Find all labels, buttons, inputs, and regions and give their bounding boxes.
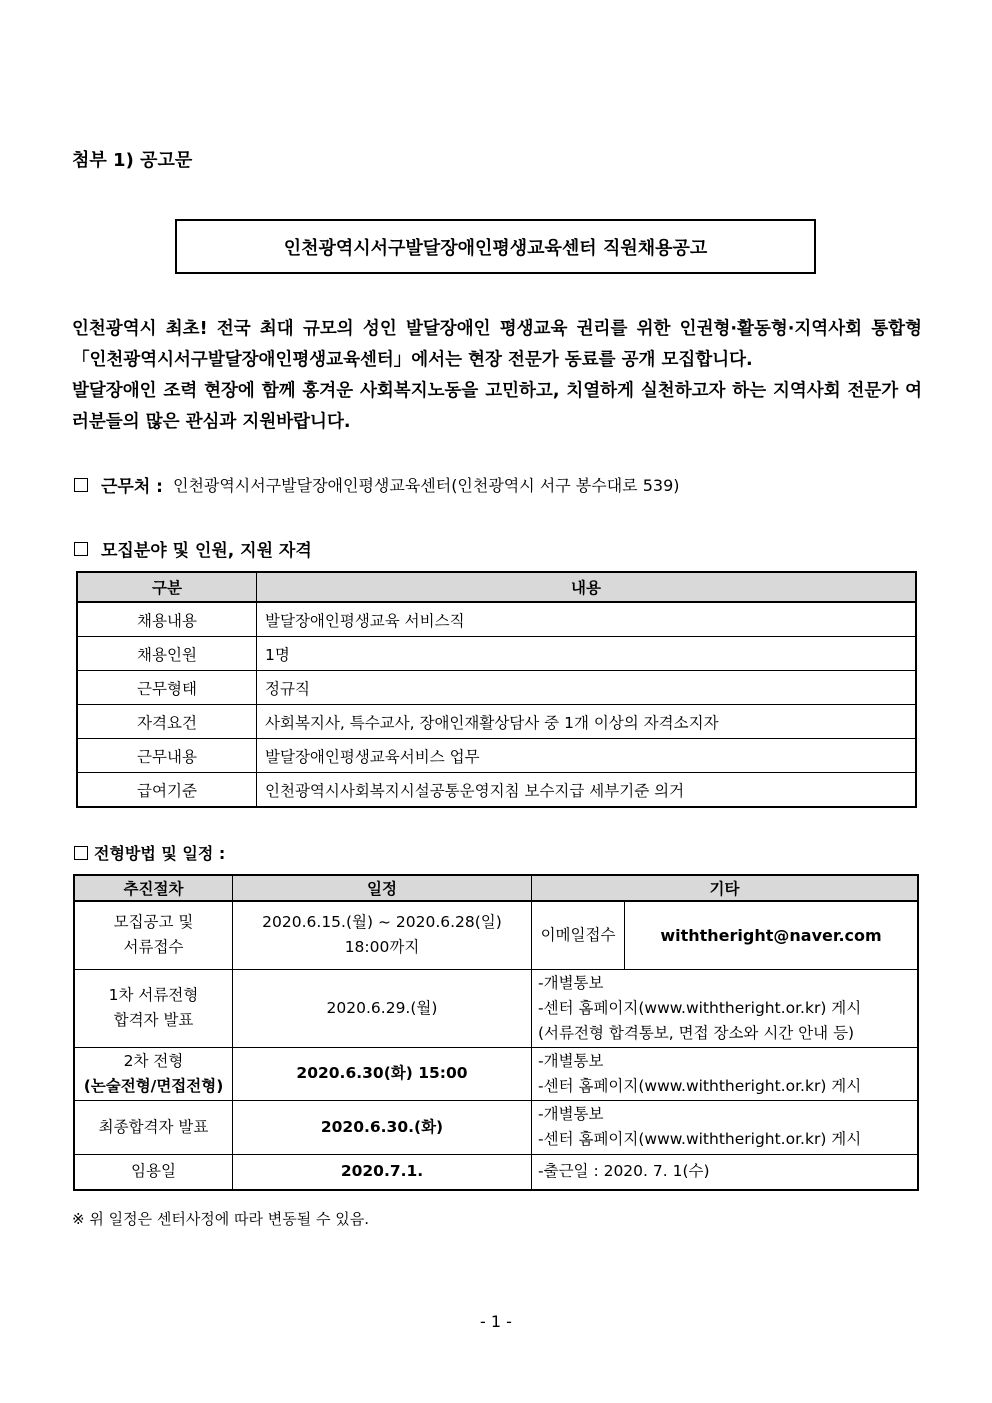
date-cell: 2020.6.29.(월) [233, 969, 532, 1047]
note-line: -개별통보 [538, 973, 604, 992]
checkbox-square-icon [74, 478, 88, 492]
row-label: 채용인원 [77, 637, 257, 671]
note-cell [532, 1047, 919, 1100]
table-header-row [74, 875, 918, 901]
row-value: 인천광역시사회복지시설공통운영지침 보수지급 세부기준 의거 [257, 773, 917, 808]
step-line: 서류접수 [123, 938, 184, 957]
note-line: -센터 홈페이지(www.withtheright.or.kr) 게시 [538, 1076, 862, 1095]
intro-paragraph-2: 발달장애인 조력 현장에 함께 홍겨운 사회복지노동을 고민하고, 치열하게 실천하고자 하는 지역사회 전문가 여러분들의 많은 관심과 지원바랍니다. [72, 381, 922, 432]
table-row [74, 1047, 918, 1100]
table-row [77, 739, 916, 773]
note-line: -개별통보 [538, 1051, 604, 1070]
page-number: - 1 - [480, 1312, 512, 1331]
step-line: 2차 전형 [123, 1051, 184, 1070]
method-cell: 이메일접수 [532, 901, 625, 969]
table-row [74, 1100, 918, 1154]
step-cell [74, 901, 233, 969]
checkbox-square-icon [74, 542, 88, 556]
table-row [77, 773, 916, 808]
table-row [74, 901, 918, 969]
table-row [77, 671, 916, 705]
intro-text [72, 314, 922, 438]
note-line: (서류전형 합격통보, 면접 장소와 시간 안내 등) [538, 1023, 855, 1042]
step-line: 1차 서류전형 [108, 986, 199, 1004]
table-row [77, 637, 916, 671]
table-header-row [77, 572, 916, 602]
schedule-table [73, 874, 919, 1191]
schedule-heading-text: 전형방법 및 일정 : [94, 844, 226, 863]
step-cell: 최종합격자 발표 [74, 1100, 233, 1154]
date-cell: 2020.7.1. [233, 1154, 532, 1190]
row-value: 사회복지사, 특수교사, 장애인재활상담사 중 1개 이상의 자격소지자 [257, 705, 917, 739]
row-value: 정규직 [257, 671, 917, 705]
note-line: -개별통보 [538, 1105, 604, 1123]
note-cell [532, 969, 919, 1047]
workplace-label: 근무처 : [101, 477, 163, 497]
recruit-heading [74, 536, 312, 561]
row-value: 1명 [257, 637, 917, 671]
table-row [77, 705, 916, 739]
note-line: -센터 홈페이지(www.withtheright.or.kr) 게시 [538, 1130, 862, 1148]
date-cell: 2020.6.30(화) 15:00 [233, 1047, 532, 1100]
checkbox-square-icon [74, 846, 88, 860]
recruit-heading-text: 모집분야 및 인원, 지원 자격 [101, 541, 312, 561]
step-line: 합격자 발표 [113, 1011, 194, 1029]
step-cell: 임용일 [74, 1154, 233, 1190]
email-link[interactable]: withtheright@naver.com [625, 901, 919, 969]
header-content: 내용 [257, 572, 917, 602]
row-label: 자격요건 [77, 705, 257, 739]
recruit-table [76, 571, 917, 808]
row-value: 발달장애인평생교육 서비스직 [257, 602, 917, 637]
workplace-value: 인천광역시서구발달장애인평생교육센터(인천광역시 서구 봉수대로 539) [172, 476, 680, 495]
date-cell [233, 901, 532, 969]
attachment-label: 첨부 1) 공고문 [72, 150, 193, 171]
date-line: 2020.6.15.(월) ~ 2020.6.28(일) [262, 913, 502, 932]
table-row [74, 969, 918, 1047]
date-cell: 2020.6.30.(화) [233, 1100, 532, 1154]
schedule-note: ※ 위 일정은 센터사정에 따라 변동될 수 있음. [72, 1210, 370, 1228]
note-line: -센터 홈페이지(www.withtheright.or.kr) 게시 [538, 998, 862, 1017]
step-cell [74, 969, 233, 1047]
row-label: 근무형태 [77, 671, 257, 705]
workplace-section [74, 472, 680, 497]
document-title: 인천광역시서구발달장애인평생교육센터 직원채용공고 [175, 219, 816, 274]
note-cell [532, 1100, 919, 1154]
header-step: 추진절차 [74, 875, 233, 901]
header-etc: 기타 [532, 875, 919, 901]
header-date: 일정 [233, 875, 532, 901]
header-category: 구분 [77, 572, 257, 602]
row-label: 채용내용 [77, 602, 257, 637]
row-label: 근무내용 [77, 739, 257, 773]
date-line: 18:00까지 [344, 938, 420, 957]
table-row [74, 1154, 918, 1190]
schedule-heading [74, 841, 225, 864]
note-cell: -출근일 : 2020. 7. 1(수) [532, 1154, 919, 1190]
row-label: 급여기준 [77, 773, 257, 808]
step-cell [74, 1047, 233, 1100]
row-value: 발달장애인평생교육서비스 업무 [257, 739, 917, 773]
step-line: 모집공고 및 [113, 913, 194, 932]
step-line: (논술전형/면접전형) [83, 1076, 224, 1095]
intro-paragraph-1: 인천광역시 최초! 전국 최대 규모의 성인 발달장애인 평생교육 권리를 위한 인권형·활동형·지역사회 통합형 「인천광역시서구발달장애인평생교육센터」에서는 현장 전문가 동료를 공개 모집합니다. [72, 319, 922, 370]
table-row [77, 602, 916, 637]
